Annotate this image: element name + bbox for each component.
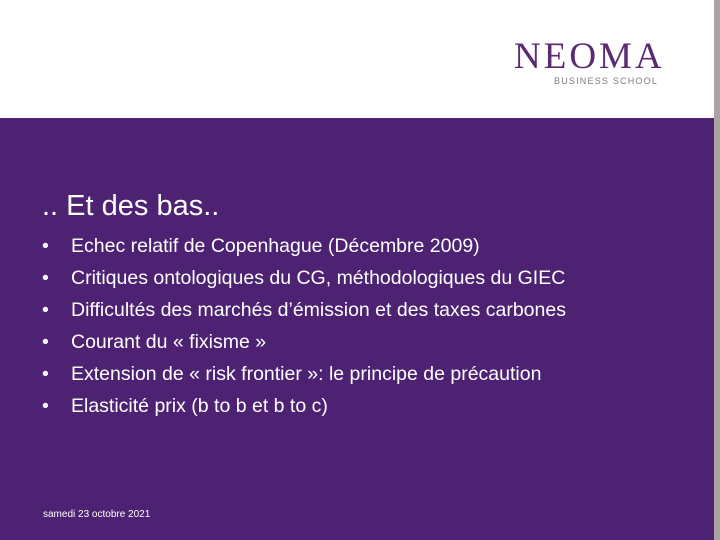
slide-title: .. Et des bas.. [42, 190, 220, 222]
side-strip [714, 0, 720, 540]
bullet-list [42, 234, 702, 426]
bullet-dot-icon: • [42, 235, 49, 257]
bullet-item [42, 234, 702, 259]
bullet-dot-icon: • [42, 299, 49, 321]
bullet-dot-icon: • [42, 395, 49, 417]
bullet-text: Courant du « fixisme » [71, 331, 267, 353]
bullet-text: Critiques ontologiques du CG, méthodologiques du GIEC [71, 267, 566, 289]
bullet-dot-icon: • [42, 267, 49, 289]
bullet-item [42, 298, 702, 323]
bullet-text: Difficultés des marchés d’émission et des taxes carbones [71, 299, 566, 321]
bullet-item [42, 362, 702, 387]
bullet-dot-icon: • [42, 331, 49, 353]
bullet-dot-icon: • [42, 363, 49, 385]
bullet-item [42, 266, 702, 291]
bullet-text: Elasticité prix (b to b et b to c) [71, 395, 328, 417]
bullet-text: Extension de « risk frontier »: le principe de précaution [71, 363, 542, 385]
logo-tagline: BUSINESS SCHOOL [554, 76, 659, 86]
footer-date: samedi 23 octobre 2021 [43, 509, 151, 520]
bullet-text: Echec relatif de Copenhague (Décembre 2009) [71, 235, 480, 257]
neoma-logo [514, 38, 694, 90]
slide-header [0, 0, 714, 118]
bullet-item [42, 330, 702, 355]
logo-wordmark: NEOMA [514, 36, 665, 77]
bullet-item [42, 394, 702, 419]
